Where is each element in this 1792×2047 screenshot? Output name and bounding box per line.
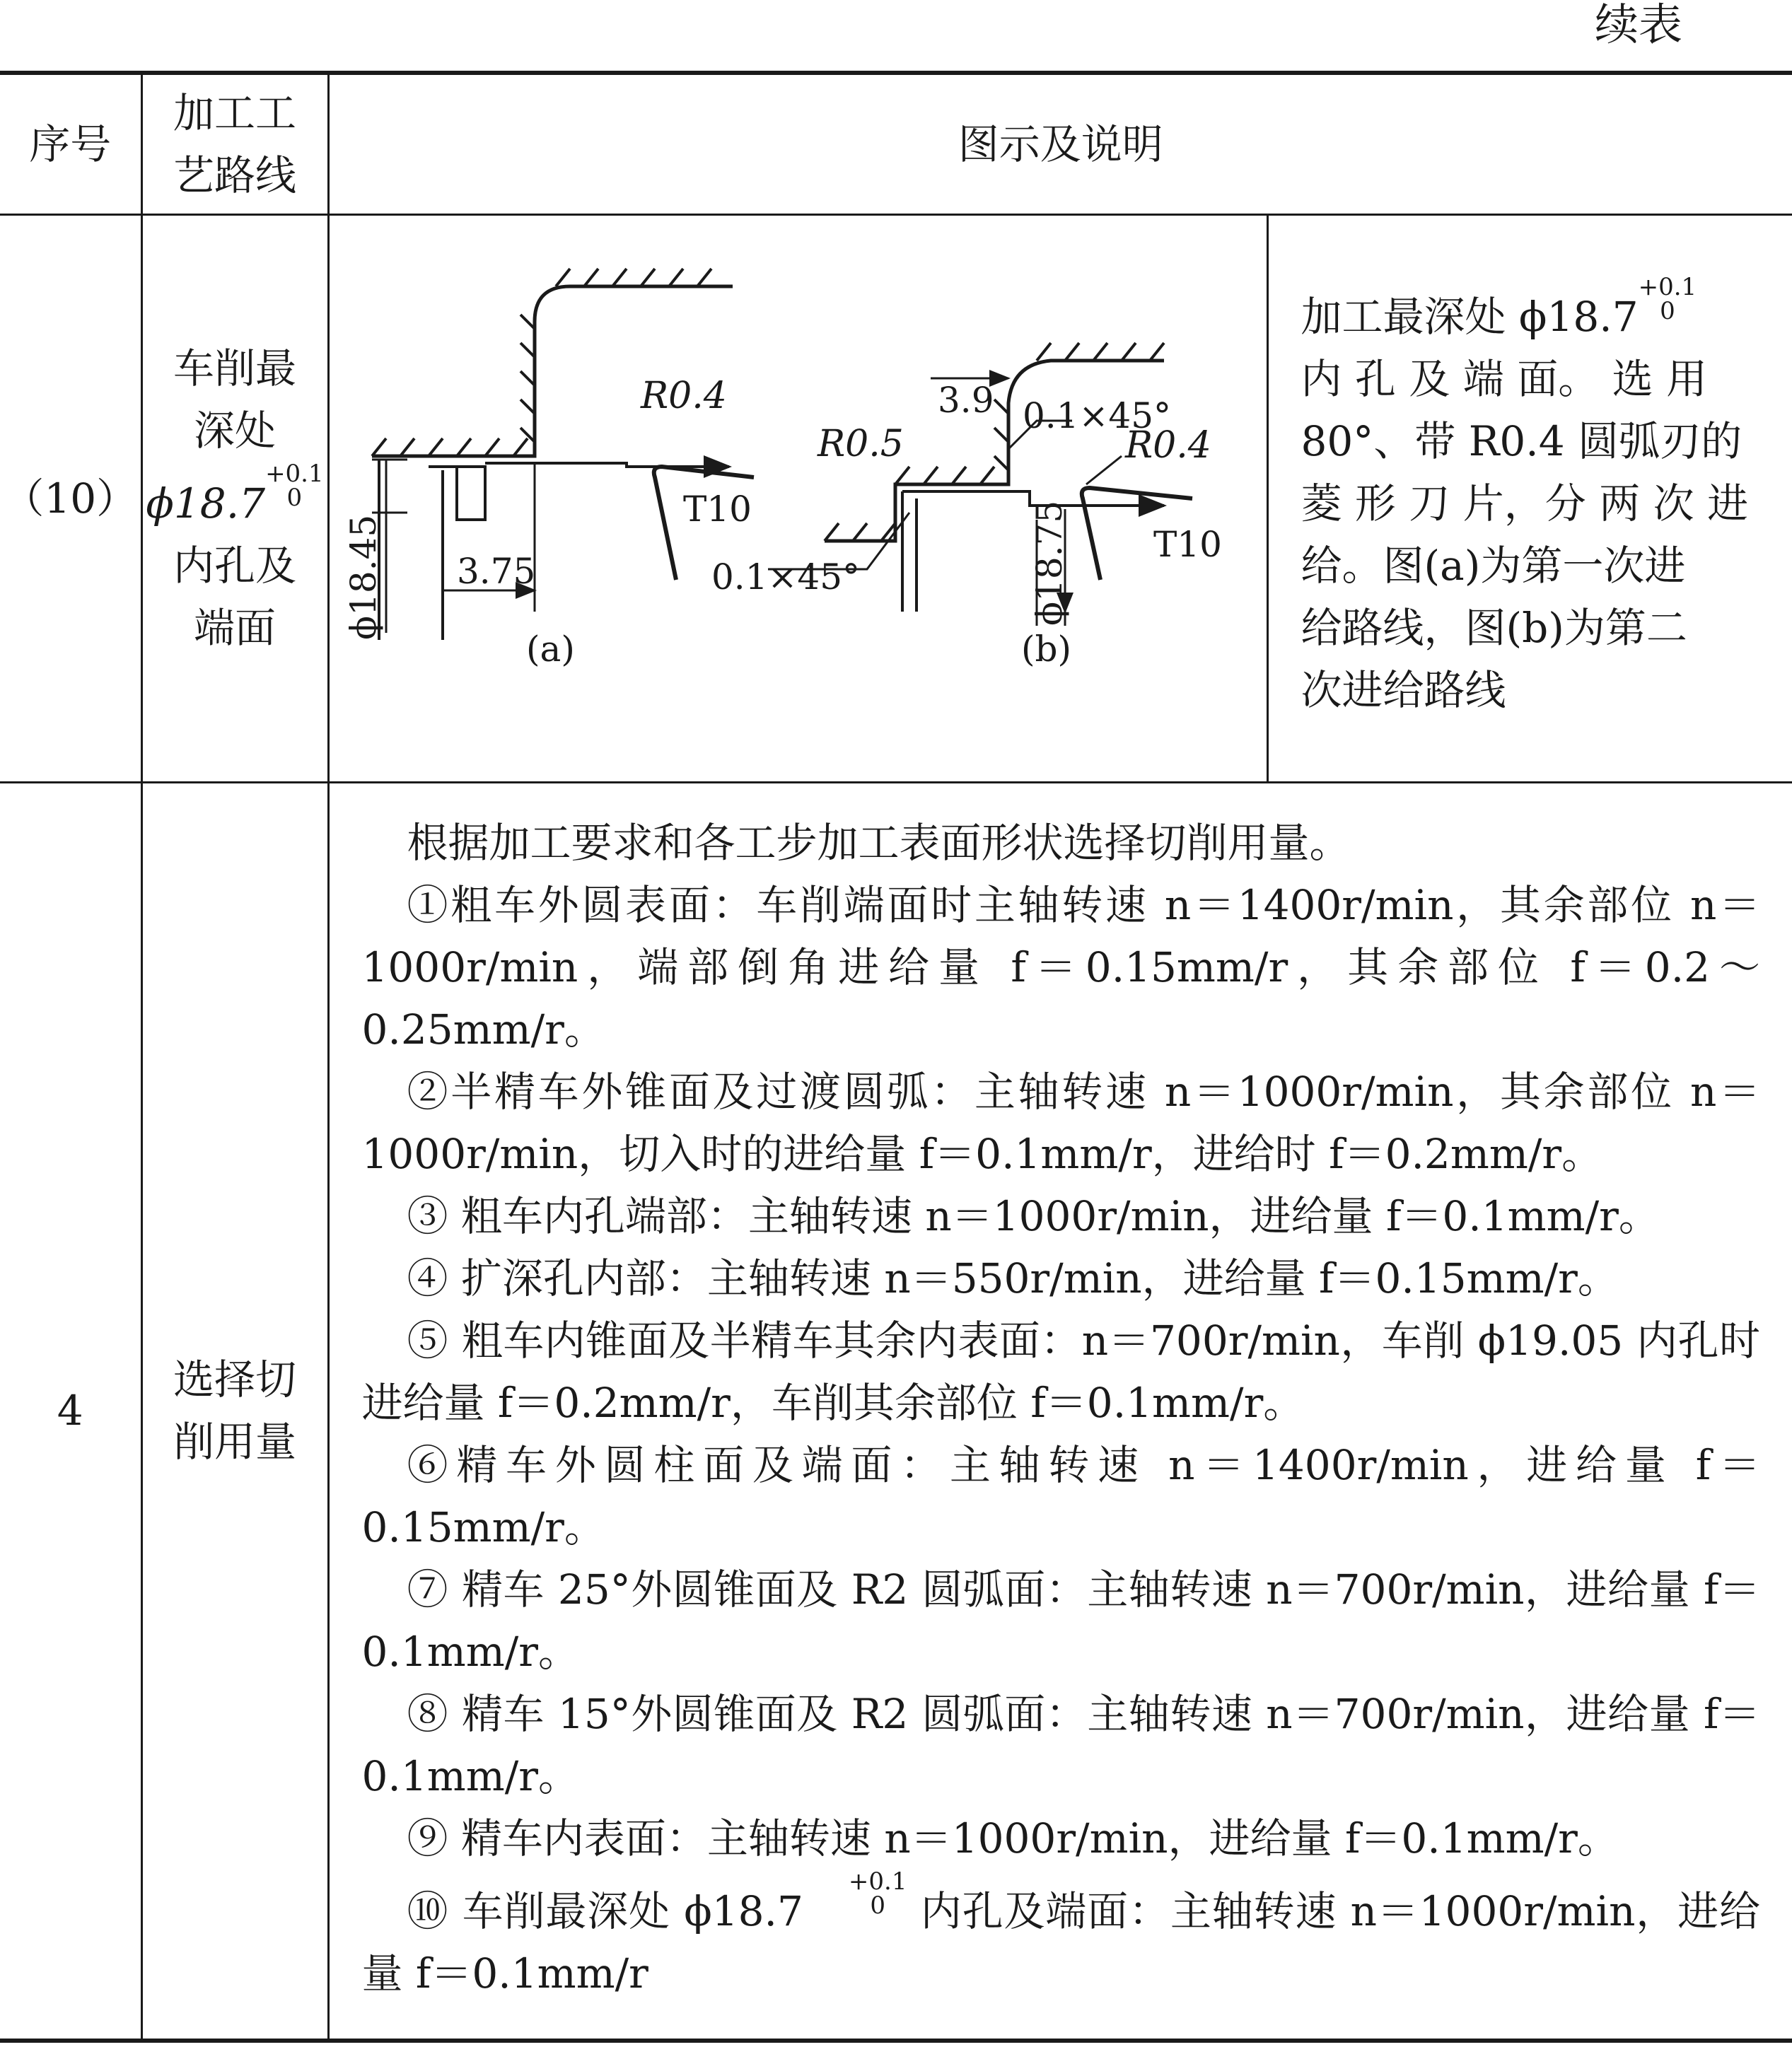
row10-route-line2: 深处 xyxy=(193,407,276,455)
desc-line-7: 次进给路线 xyxy=(1301,666,1506,714)
row4-item-9: ⑨ 精车内表面：主轴转速 n＝1000r/min，进给量 f＝0.1mm/r。 xyxy=(407,1814,1619,1862)
row10-route-line3 xyxy=(143,462,327,535)
row4-intro: 根据加工要求和各工步加工表面形状选择切削用量。 xyxy=(407,818,1351,867)
row10-route-line1: 车削最 xyxy=(173,344,296,392)
desc-line-1: 加工最深处 ϕ18.7 +0.1 0 xyxy=(1301,273,1697,341)
figure-a-tool: T10 xyxy=(682,488,752,530)
desc-line-6: 给路线，图(b)为第二 xyxy=(1301,604,1687,652)
header-row xyxy=(0,73,1792,214)
figure-b-dim-dia: ϕ18.75 xyxy=(1028,500,1070,626)
figure-b-dim-39: 3.9 xyxy=(937,379,994,421)
row10-description-cell xyxy=(1267,214,1792,782)
row10-description xyxy=(1269,275,1792,721)
row4-item-2: ②半精车外锥面及过渡圆弧：主轴转速 n＝1000r/min，其余部位 n＝1000r/min，切入时的进给量 f＝0.1mm/r，进给时 f＝0.2mm/r。 xyxy=(361,1067,1761,1178)
row10-route xyxy=(141,214,328,782)
row4-route-line2: 削用量 xyxy=(173,1418,296,1466)
row4-route xyxy=(141,782,328,2041)
figure-b-label: (b) xyxy=(1020,628,1071,670)
desc-line-4: 菱 形 刀 片，分 两 次 进 xyxy=(1301,479,1749,527)
figure-b-r04: R0.4 xyxy=(1124,424,1211,467)
table-row xyxy=(0,782,1792,2041)
row4-item-6: ⑥精车外圆柱面及端面：主轴转速 n＝1400r/min，进给量 f＝0.15mm/r。 xyxy=(361,1440,1761,1551)
desc-tol-lo: 0 xyxy=(1660,297,1675,325)
row4-item-5: ⑤ 粗车内锥面及半精车其余内表面：n＝700r/min，车削 ϕ19.05 内孔时进给量 f＝0.2mm/r，车削其余部位 f＝0.1mm/r。 xyxy=(361,1316,1761,1427)
row10-number: （10） xyxy=(0,214,141,782)
tool-path-figure xyxy=(330,216,1269,778)
row10-route-tol-lo: 0 xyxy=(286,484,303,512)
figure-b-chamfer-bot: 0.1×45° xyxy=(711,556,860,597)
row10-route-line5: 端面 xyxy=(193,604,276,652)
item10-tol-up: +0.1 xyxy=(848,1867,907,1896)
row4-paragraphs xyxy=(330,783,1792,2026)
item10-tol-lo: 0 xyxy=(870,1891,885,1920)
row10-route-dia: ϕ18.7 xyxy=(146,479,266,527)
figure-b-chamfer-top: 0.1×45° xyxy=(1022,395,1171,436)
figure-b-tool: T10 xyxy=(1153,523,1222,565)
figure-b-r05: R0.5 xyxy=(817,422,904,465)
desc-line-3: 80°、带 R0.4 圆弧刃的 xyxy=(1301,417,1742,465)
row4-item-3: ③ 粗车内孔端部：主轴转速 n＝1000r/min，进给量 f＝0.1mm/r。 xyxy=(407,1191,1660,1240)
row10-route-line4: 内孔及 xyxy=(173,542,296,590)
row4-item-7: ⑦ 精车 25°外圆锥面及 R2 圆弧面：主轴转速 n＝700r/min，进给量 f＝0.1mm/r。 xyxy=(361,1565,1761,1676)
desc-line-2: 内 孔 及 端 面。 选 用 xyxy=(1301,355,1708,403)
header-route: 加工工艺路线 xyxy=(141,73,328,214)
row4-number: 4 xyxy=(0,782,141,2041)
row4-item-8: ⑧ 精车 15°外圆锥面及 R2 圆弧面：主轴转速 n＝700r/min，进给量 f＝0.1mm/r。 xyxy=(361,1689,1761,1800)
header-figure: 图示及说明 xyxy=(328,73,1792,214)
desc-tol-up: +0.1 xyxy=(1638,273,1697,301)
row4-route-line1: 选择切 xyxy=(173,1355,296,1404)
table-row xyxy=(0,214,1792,782)
row4-item-1: ①粗车外圆表面：车削端面时主轴转速 n＝1400r/min，其余部位 n＝1000r/min，端部倒角进给量 f＝0.15mm/r，其余部位 f＝0.2～0.25mm/r。 xyxy=(361,880,1761,1054)
row10-route-tol-up: +0.1 xyxy=(265,460,324,488)
figure-a-radius: R0.4 xyxy=(640,374,727,417)
figure-a-label: (a) xyxy=(525,628,575,670)
process-table xyxy=(0,71,1792,2043)
row4-content-cell xyxy=(328,782,1792,2041)
desc-line-5: 给。图(a)为第一次进 xyxy=(1301,542,1686,590)
header-seq: 序号 xyxy=(0,73,141,214)
row4-item-10: ⑩ 车削最深处 ϕ18.7 +0.1 0 内孔及端面：主轴转速 n＝1000r/min，进给量 f＝0.1mm/r xyxy=(361,1867,1760,1998)
figure-a-dim-dia: ϕ18.45 xyxy=(342,514,384,640)
figure-a xyxy=(372,269,754,640)
row10-figure-cell xyxy=(328,214,1267,782)
figure-a-dim-len: 3.75 xyxy=(456,550,535,592)
table-continued-caption: 续表 xyxy=(1594,0,1682,50)
row4-item-4: ④ 扩深孔内部：主轴转速 n＝550r/min，进给量 f＝0.15mm/r。 xyxy=(407,1254,1619,1302)
